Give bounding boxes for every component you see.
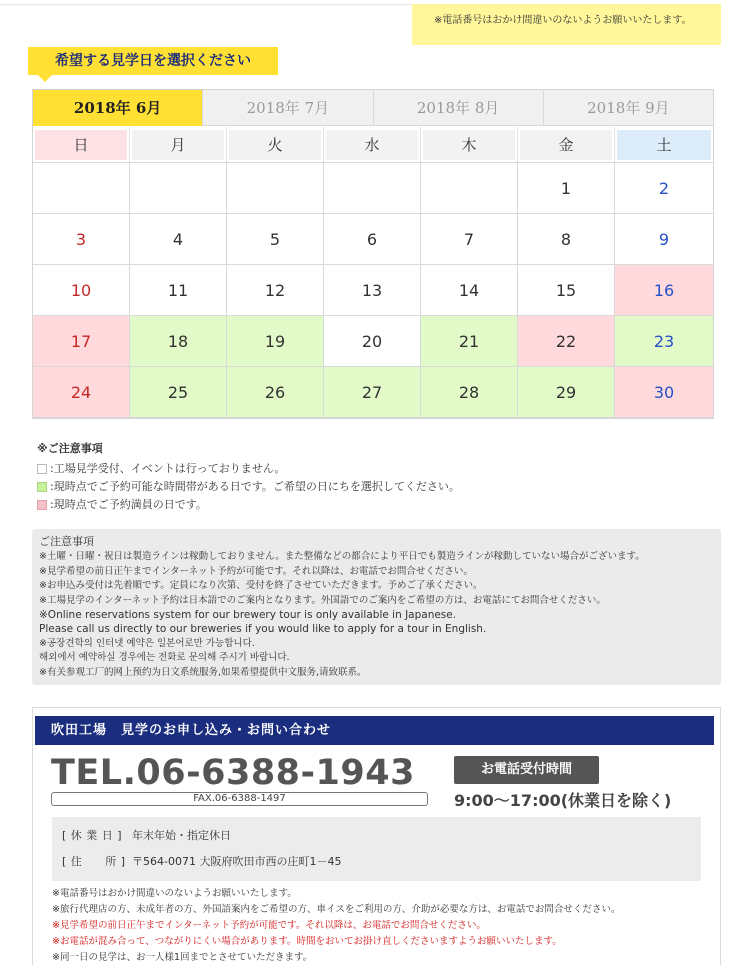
tab-2018-08[interactable]: 2018年 8月 [374, 90, 544, 126]
calendar-day-10: 10 [33, 265, 130, 316]
caution-notes-title: ご注意事項 [39, 535, 94, 548]
caution-line: ※見学希望の前日正午までインターネット予約が可能です。それ以降は、お電話でお問合せください。 [39, 565, 473, 577]
fax-number: FAX.06-6388-1497 [51, 792, 428, 806]
calendar-empty-cell [421, 163, 518, 214]
weekday-wed [324, 127, 421, 163]
phone-caution-text: ※電話番号はおかけ間違いのないようお願いいたします。 [434, 15, 692, 26]
calendar-day-16: 16 [615, 265, 713, 316]
select-date-label: 希望する見学日を選択ください [28, 47, 278, 75]
weekday-label: 日 [35, 130, 127, 160]
legend-closed-text: :工場見学受付、イベントは行っておりません。 [50, 462, 286, 475]
calendar-empty-cell [324, 163, 421, 214]
calendar-day-24: 24 [33, 367, 130, 418]
calendar-day-2: 2 [615, 163, 713, 214]
weekday-fri [518, 127, 615, 163]
contact-note-line: ※旅行代理店の方、未成年者の方、外国語案内をご希望の方、車イスをご利用の方、介助が必要な方は、お電話でお問合せください。 [52, 904, 621, 915]
weekday-label: 水 [326, 130, 418, 160]
caution-notes [32, 529, 721, 685]
contact-notes [52, 886, 620, 966]
calendar-day-14: 14 [421, 265, 518, 316]
legend-available-text: :現時点でご予約可能な時間帯がある日です。ご希望の日にちを選択してください。 [50, 480, 460, 493]
calendar-day-7: 7 [421, 214, 518, 265]
address-row [62, 849, 691, 875]
caution-line-english: ※Online reservations system for our brewery tour is only available in Japanese. [39, 609, 457, 622]
calendar-day-3: 3 [33, 214, 130, 265]
contact-heading: 吹田工場 見学のお申し込み・お問い合わせ [35, 716, 714, 745]
calendar-day-11: 11 [130, 265, 227, 316]
contact-section [32, 707, 721, 965]
weekday-sun [33, 127, 130, 163]
calendar-day-30: 30 [615, 367, 713, 418]
calendar-day-5: 5 [227, 214, 324, 265]
contact-note-line: ※見学希望の前日正午までインターネット予約が可能です。それ以降は、お電話でお問合せください。 [52, 920, 486, 931]
calendar-week [33, 367, 713, 418]
phone-hours: 9:00〜17:00(休業日を除く) [454, 791, 672, 810]
holiday-row [62, 823, 691, 849]
weekday-sat [615, 127, 713, 163]
caution-line-korean: ※공장견학의 인터넷 예약은 일본어로만 가능합니다. [39, 637, 255, 649]
calendar-day-8: 8 [518, 214, 615, 265]
calendar-day-28[interactable]: 28 [421, 367, 518, 418]
caution-line: ※土曜・日曜・祝日は製造ラインは稼動しておりません。また整備などの都合により平日でも製造ラインが稼動していない場合がございます。 [39, 551, 645, 563]
legend-title: ※ご注意事項 [37, 442, 103, 455]
caution-line: ※工場見学のインターネット予約は日本語でのご案内となります。外国語でのご案内をご希望の方は、お電話にてお問合せください。 [39, 594, 606, 606]
calendar-day-20: 20 [324, 316, 421, 367]
hours-label: お電話受付時間 [454, 756, 599, 784]
holiday-key: [ 休 業 日 ] [62, 829, 123, 842]
legend-full-text: :現時点でご予約満員の日です。 [50, 498, 207, 511]
weekday-tue [227, 127, 324, 163]
legend-item-available [37, 478, 460, 496]
weekday-thu [421, 127, 518, 163]
caution-line: ※お申込み受付は先着順です。定員になり次第、受付を終了させていただきます。予めご了承ください。 [39, 580, 483, 592]
facility-info [52, 817, 701, 881]
phone-number[interactable]: TEL.06-6388-1943 [51, 753, 415, 793]
calendar-day-29[interactable]: 29 [518, 367, 615, 418]
month-tabs [33, 90, 713, 127]
calendar-day-21[interactable]: 21 [421, 316, 518, 367]
top-divider [0, 4, 412, 5]
calendar-empty-cell [227, 163, 324, 214]
contact-note-line: ※同一日の見学は、お一人様1回までとさせていただきます。 [52, 952, 313, 963]
calendar-empty-cell [33, 163, 130, 214]
address-key: [ 住 所 ] [62, 855, 126, 868]
tab-2018-09[interactable]: 2018年 9月 [544, 90, 713, 126]
weekday-label: 金 [520, 130, 612, 160]
calendar-week [33, 163, 713, 214]
calendar-grid [33, 127, 713, 418]
legend [37, 440, 460, 514]
calendar-day-25[interactable]: 25 [130, 367, 227, 418]
address-value: 〒564-0071 大阪府吹田市西の庄町1－45 [132, 855, 342, 868]
calendar-empty-cell [130, 163, 227, 214]
calendar-day-12: 12 [227, 265, 324, 316]
weekday-label: 土 [617, 130, 711, 160]
legend-item-full [37, 496, 460, 514]
weekday-label: 月 [132, 130, 224, 160]
caution-line-korean: 해외에서 예약하실 경우에는 전화로 문의해 주시기 바랍니다. [39, 652, 290, 664]
calendar-day-23[interactable]: 23 [615, 316, 713, 367]
calendar-day-9: 9 [615, 214, 713, 265]
reservation-calendar [32, 89, 714, 419]
weekday-mon [130, 127, 227, 163]
caution-line-chinese: ※有关参观工厂的网上预约为日文系统服务,如果希望提供中文服务,请致联系。 [39, 666, 367, 678]
weekday-header [33, 127, 713, 163]
calendar-day-18[interactable]: 18 [130, 316, 227, 367]
calendar-week [33, 265, 713, 316]
calendar-day-13: 13 [324, 265, 421, 316]
calendar-week [33, 316, 713, 367]
calendar-week [33, 214, 713, 265]
weekday-label: 火 [229, 130, 321, 160]
caution-line-english: Please call us directly to our breweries if you would like to apply for a tour in English. [39, 623, 487, 636]
weekday-label: 木 [423, 130, 515, 160]
contact-note-line: ※お電話が混み合って、つながりにくい場合があります。時間をおいてお掛け直しくださいますようお願いいたします。 [52, 936, 562, 947]
tab-2018-07[interactable]: 2018年 7月 [203, 90, 373, 126]
calendar-day-22: 22 [518, 316, 615, 367]
legend-item-closed [37, 460, 460, 478]
calendar-day-6: 6 [324, 214, 421, 265]
calendar-day-26[interactable]: 26 [227, 367, 324, 418]
phone-caution-note [412, 4, 721, 45]
calendar-day-27[interactable]: 27 [324, 367, 421, 418]
closed-swatch [37, 464, 47, 474]
tab-2018-06[interactable]: 2018年 6月 [33, 90, 203, 126]
holiday-value: 年末年始・指定休日 [132, 829, 231, 842]
calendar-day-17: 17 [33, 316, 130, 367]
contact-note-line: ※電話番号はおかけ間違いのないようお願いいたします。 [52, 888, 297, 899]
available-swatch [37, 482, 47, 492]
calendar-day-15: 15 [518, 265, 615, 316]
calendar-day-4: 4 [130, 214, 227, 265]
calendar-day-19[interactable]: 19 [227, 316, 324, 367]
calendar-weeks [33, 163, 713, 418]
full-swatch [37, 500, 47, 510]
calendar-day-1: 1 [518, 163, 615, 214]
